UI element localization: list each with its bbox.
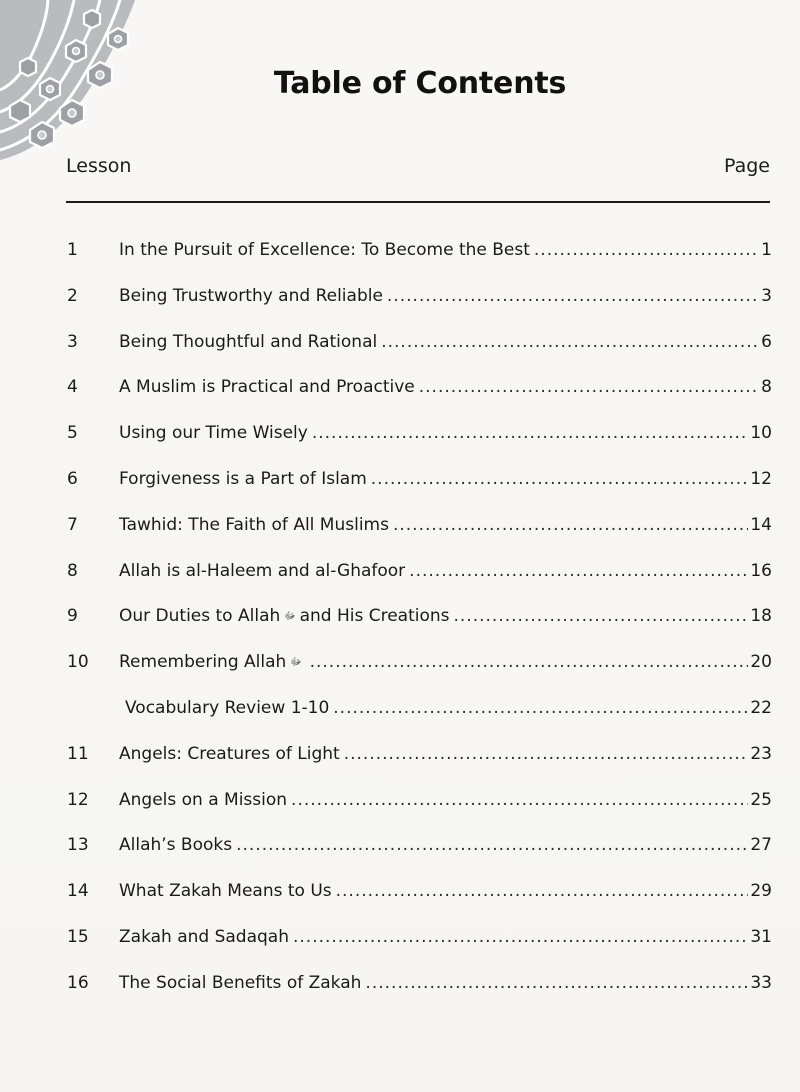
lesson-number: 11 <box>67 743 89 764</box>
lesson-number: 14 <box>67 881 89 902</box>
toc-row-6 <box>66 467 772 513</box>
lesson-title: Being Trustworthy and Reliable <box>119 285 383 306</box>
toc-row-12 <box>66 788 772 834</box>
toc-row-2 <box>66 284 772 330</box>
toc-entry <box>119 971 772 995</box>
page-number: 31 <box>750 926 772 947</box>
lesson-number: 12 <box>67 789 89 810</box>
dot-leader <box>534 238 759 262</box>
dot-leader <box>454 604 749 628</box>
toc-row-13 <box>66 833 772 879</box>
toc-row-15 <box>66 925 772 971</box>
toc-row-8 <box>66 559 772 605</box>
dot-leader <box>236 833 748 857</box>
page-number: 8 <box>761 377 772 398</box>
dot-leader <box>409 559 748 583</box>
lesson-number: 4 <box>67 377 78 398</box>
toc-entry <box>119 696 772 720</box>
lesson-number: 16 <box>67 972 89 993</box>
lesson-title: Angels: Creatures of Light <box>119 743 340 764</box>
lesson-title: Zakah and Sadaqah <box>119 926 289 947</box>
dot-leader <box>333 696 748 720</box>
dot-leader <box>419 375 759 399</box>
honorific-glyph-icon: ﷻ <box>284 611 296 623</box>
page-number: 1 <box>761 240 772 260</box>
dot-leader <box>381 330 759 354</box>
dot-leader <box>393 513 748 537</box>
page-number: 27 <box>750 835 772 856</box>
dot-leader <box>365 971 748 995</box>
dot-leader <box>344 742 749 766</box>
page-number: 14 <box>750 514 772 535</box>
lesson-number: 8 <box>67 560 78 581</box>
lesson-title: Vocabulary Review 1-10 <box>125 697 330 718</box>
lesson-column-header: Lesson <box>66 155 132 177</box>
page-title: Table of Contents <box>273 66 567 101</box>
toc-entry <box>119 284 772 308</box>
page-number: 12 <box>750 468 772 489</box>
toc-entry <box>119 330 772 354</box>
toc-entry <box>119 879 772 903</box>
toc-row-4 <box>66 375 772 421</box>
honorific-glyph-icon: ﷻ <box>290 657 302 669</box>
lesson-number: 10 <box>67 652 89 673</box>
lesson-title: Angels on a Mission <box>119 789 288 810</box>
toc-row-5 <box>66 421 772 467</box>
lesson-title: What Zakah Means to Us <box>119 881 332 902</box>
lesson-number: 13 <box>67 835 89 856</box>
lesson-title: Being Thoughtful and Rational <box>119 331 378 352</box>
dot-leader <box>336 879 749 903</box>
toc-entry <box>119 467 772 491</box>
page-number: 20 <box>750 652 772 673</box>
page-number: 23 <box>750 743 772 764</box>
toc-entry <box>119 559 772 583</box>
page-number: 25 <box>750 789 772 810</box>
lesson-title-part: and His Creations <box>299 606 450 627</box>
dot-leader <box>371 467 749 491</box>
toc-entry <box>119 375 772 399</box>
toc-row-1 <box>66 238 772 284</box>
lesson-number: 9 <box>67 606 78 627</box>
dot-leader <box>310 650 749 674</box>
dot-leader <box>387 284 759 308</box>
lesson-title: A Muslim is Practical and Proactive <box>119 377 415 398</box>
lesson-number: 6 <box>67 468 78 489</box>
toc-row-9 <box>66 604 772 650</box>
page-number: 16 <box>750 560 772 581</box>
toc-entry <box>119 604 772 629</box>
lesson-title: Tawhid: The Faith of All Muslims <box>119 514 389 535</box>
lesson-title-part: Remembering Allah <box>119 652 287 673</box>
lesson-title: The Social Benefits of Zakah <box>119 972 362 993</box>
page-number: 3 <box>761 285 772 306</box>
toc-row-7 <box>66 513 772 559</box>
page-number: 10 <box>750 423 772 444</box>
page-number: 29 <box>750 881 772 902</box>
lesson-number: 7 <box>67 514 78 535</box>
toc-entry <box>119 742 772 766</box>
lesson-number: 3 <box>67 331 78 352</box>
lesson-title <box>119 650 306 675</box>
toc-row-vocabulary <box>66 696 772 742</box>
lesson-number: 1 <box>67 240 78 260</box>
toc-entry <box>119 238 772 262</box>
lesson-title <box>119 604 450 629</box>
toc-row-14 <box>66 879 772 925</box>
page-number: 18 <box>750 606 772 627</box>
toc-entry <box>119 833 772 857</box>
lesson-title: Allah is al-Haleem and al-Ghafoor <box>119 560 406 581</box>
lesson-title: In the Pursuit of Excellence: To Become the Best <box>119 240 530 260</box>
page-number: 22 <box>750 697 772 718</box>
page-number: 6 <box>761 331 772 352</box>
lesson-title: Using our Time Wisely <box>119 423 308 444</box>
toc-row-10 <box>66 650 772 696</box>
lesson-title: Allah’s Books <box>119 835 233 856</box>
toc-entry <box>119 513 772 537</box>
lesson-number: 2 <box>67 285 78 306</box>
header-divider <box>66 201 770 203</box>
lesson-number: 15 <box>67 926 89 947</box>
page-column-header: Page <box>724 155 770 177</box>
toc-list <box>66 238 772 1017</box>
toc-entry <box>119 788 772 812</box>
lesson-title-part: Our Duties to Allah <box>119 606 281 627</box>
toc-row-11 <box>66 742 772 788</box>
lesson-number: 5 <box>67 423 78 444</box>
dot-leader <box>291 788 748 812</box>
lesson-title: Forgiveness is a Part of Islam <box>119 468 367 489</box>
toc-row-16 <box>66 971 772 1017</box>
toc-row-3 <box>66 330 772 376</box>
dot-leader <box>293 925 748 949</box>
toc-entry <box>119 925 772 949</box>
toc-entry <box>119 650 772 675</box>
dot-leader <box>312 421 749 445</box>
page-number: 33 <box>750 972 772 993</box>
toc-entry <box>119 421 772 445</box>
column-headers <box>66 155 770 177</box>
